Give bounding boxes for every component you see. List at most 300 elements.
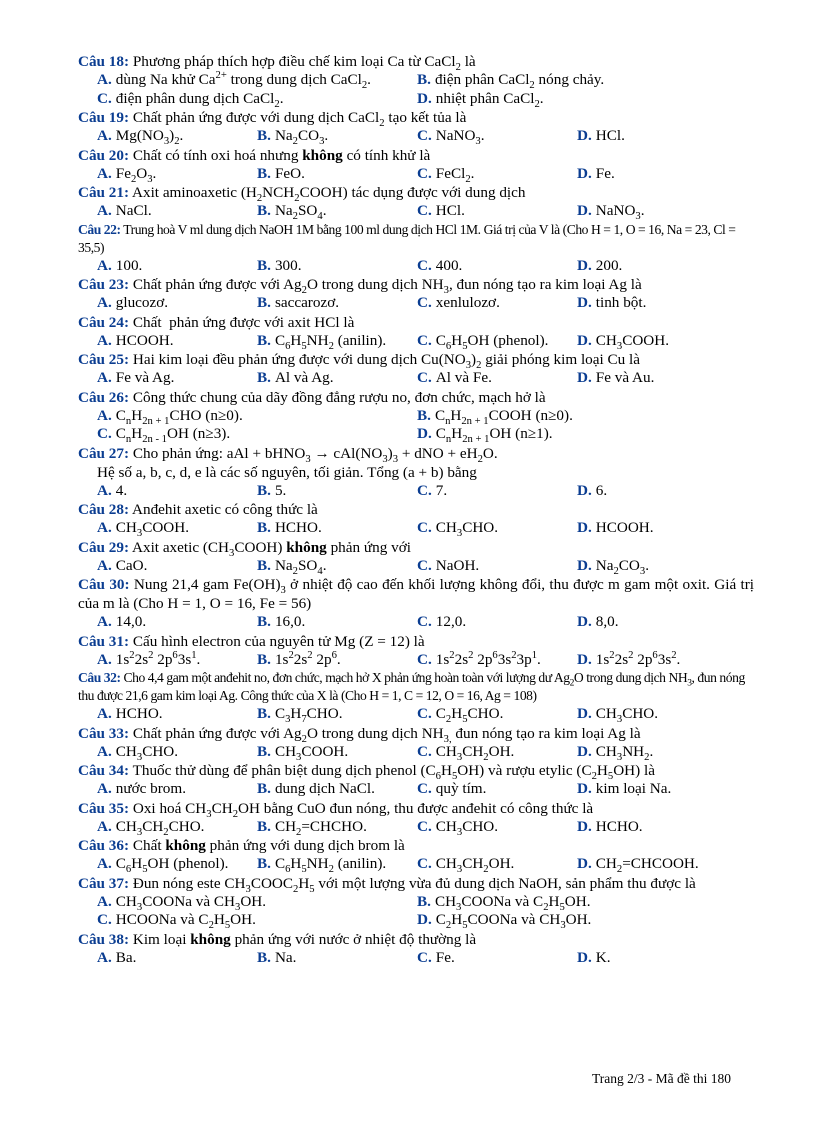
question-text: Oxi hoá $CH_3CH_2OH$ bằng CuO đun nóng, thu được anđehit có công thức là <box>129 799 594 820</box>
option-letter: A. <box>97 406 112 424</box>
answer-options <box>78 780 754 799</box>
answer-option <box>97 165 257 184</box>
option-text: $C_2H_5COONa$ và $CH_3OH$. <box>435 911 592 932</box>
answer-option <box>417 165 577 184</box>
option-letter: D. <box>577 650 592 668</box>
answer-option <box>417 482 577 501</box>
answer-options <box>78 127 754 146</box>
answer-option <box>577 165 747 184</box>
question-number: Câu 37: <box>78 874 130 892</box>
question-number: Câu 23: <box>78 276 130 293</box>
option-text: NaOH. <box>435 556 480 574</box>
option-text: $C_nH_{2n + 1}COOH$ (n≥0). <box>434 406 573 427</box>
question-number: Câu 30: <box>78 576 130 593</box>
option-letter: D. <box>577 481 592 499</box>
question-number: Câu 20: <box>78 146 130 164</box>
answer-options <box>78 257 754 276</box>
question-number: Câu 35: <box>78 799 130 817</box>
question-number: Câu 34: <box>78 762 130 779</box>
option-letter: B. <box>257 817 271 835</box>
question-stem <box>78 632 754 651</box>
answer-option <box>417 818 577 837</box>
option-text: Na. <box>274 948 297 966</box>
option-letter: C. <box>417 369 432 386</box>
question-number: Câu 25: <box>78 351 130 368</box>
question-extra-text: Hệ số a, b, c, d, e là các số nguyên, tối giản. Tổng (a + b) bằng <box>97 463 477 481</box>
question-stem <box>78 500 754 519</box>
option-letter: B. <box>257 705 271 722</box>
option-text: $C_nH_{2n + 1}OH$ (n≥1). <box>435 425 553 446</box>
option-letter: D. <box>577 613 592 630</box>
option-letter: B. <box>257 948 271 966</box>
answer-option <box>417 613 577 632</box>
answer-option <box>257 557 417 576</box>
option-text: $C_3H_7CHO$. <box>274 705 343 726</box>
answer-option <box>97 257 257 276</box>
question-stem <box>78 799 754 818</box>
option-letter: D. <box>577 256 592 274</box>
answer-options <box>78 369 754 388</box>
option-text: 200. <box>595 256 623 274</box>
answer-option <box>97 407 417 426</box>
question-text: Công thức chung của dãy đồng đẳng rượu no, đơn chức, mạch hở là <box>129 388 546 406</box>
answer-option <box>97 780 257 799</box>
option-letter: B. <box>257 294 271 311</box>
question-stem <box>78 538 754 557</box>
option-text: $C_6H_5NH_2$ (anilin). <box>274 855 387 876</box>
question-number: Câu 22: <box>78 221 121 237</box>
question-stem <box>78 350 754 372</box>
answer-option <box>257 202 417 221</box>
answer-options <box>78 482 754 501</box>
option-text: $C_2H_5CHO$. <box>435 705 504 726</box>
question-stem <box>78 724 754 743</box>
answer-option <box>97 557 257 576</box>
option-text: Al và Ag. <box>274 369 334 386</box>
question-text: Thuốc thử dùng để phân biệt dung dịch phenol $(C_6H_5OH)$ và rượu etylic $(C_2H_5OH)$ là <box>129 762 655 783</box>
option-letter: C. <box>97 425 112 442</box>
option-text: HCHO. <box>274 519 322 536</box>
question-text: Chất phản ứng được với $Ag_2O$ trong dung dịch $NH_{3,}$ đun nóng tạo ra kim loại Ag là <box>129 724 641 745</box>
option-text: K. <box>595 948 611 966</box>
answer-option <box>417 705 577 724</box>
option-text: điện phân CaCl$_2$ nóng chảy. <box>434 71 605 92</box>
question-text: Chất không phản ứng với dung dịch brom là <box>129 837 405 854</box>
option-letter: A. <box>97 817 112 835</box>
option-letter: A. <box>97 71 112 88</box>
answer-option <box>577 818 747 837</box>
option-letter: C. <box>417 855 432 872</box>
option-letter: D. <box>577 127 592 144</box>
option-text: FeCl$_2$. <box>435 164 475 185</box>
question-stem <box>78 313 754 332</box>
option-letter: D. <box>577 742 592 760</box>
question-stem <box>78 761 754 783</box>
answer-option <box>257 743 417 762</box>
question-text: Anđehit axetic có công thức là <box>129 501 318 518</box>
answer-option <box>97 855 257 874</box>
option-letter: D. <box>577 817 592 835</box>
option-letter: B. <box>257 519 271 536</box>
option-text: $C_nH_{2n + 1}CHO$ (n≥0). <box>115 406 243 427</box>
answer-option <box>577 743 747 762</box>
option-text: glucozơ. <box>115 294 169 311</box>
question-number: Câu 24: <box>78 313 130 331</box>
question-block <box>78 874 754 930</box>
option-text: 8,0. <box>595 613 619 630</box>
answer-option <box>257 855 417 874</box>
question-block <box>78 669 754 724</box>
question-text: Chất có tính oxi hoá nhưng không có tính khử là <box>129 146 431 164</box>
option-letter: B. <box>257 650 271 668</box>
option-text: $CH_3COONa$ và $CH_3OH$. <box>115 892 267 913</box>
option-text: $CH_3CH_2CHO$. <box>115 817 205 838</box>
answer-option <box>97 911 417 930</box>
question-block <box>78 52 754 108</box>
option-text: $CH_3NH_2$. <box>595 742 654 763</box>
answer-options <box>78 893 754 930</box>
answer-option <box>577 855 747 874</box>
question-text: Cho 4,4 gam một anđehit no, đơn chức, mạch hở X phản ứng hoàn toàn với lượng dư $Ag_2O$ trong dung dịch $NH_3$, đun nóng thu được 21,6 gam kim loại Ag. Công thức của X là (Cho H = 1, C = 12, O = 16, Ag = 108) <box>78 670 745 703</box>
answer-option <box>97 482 257 501</box>
option-text: 7. <box>435 481 448 499</box>
answer-option <box>577 613 747 632</box>
option-letter: C. <box>417 780 432 797</box>
answer-option <box>97 705 257 724</box>
answer-options <box>78 613 754 632</box>
question-number: Câu 28: <box>78 501 130 518</box>
option-text: NaCl. <box>115 202 152 219</box>
option-letter: A. <box>97 164 112 182</box>
option-letter: A. <box>97 892 112 910</box>
option-text: NaNO$_3$. <box>595 202 645 223</box>
option-letter: B. <box>257 780 271 797</box>
option-letter: B. <box>257 855 271 872</box>
answer-option <box>257 127 417 146</box>
answer-options <box>78 855 754 874</box>
option-text: Fe. <box>595 164 615 182</box>
question-block <box>78 538 754 576</box>
option-letter: B. <box>257 481 271 499</box>
answer-option <box>257 818 417 837</box>
answer-option <box>97 127 257 146</box>
question-stem <box>78 669 754 705</box>
option-letter: A. <box>97 294 112 311</box>
answer-option <box>417 407 747 426</box>
question-text: Cho phản ứng: aAl + bHNO$_3$ → $cAl(NO_3)_3$ + dNO + $eH_2O$. <box>129 444 498 465</box>
option-letter: D. <box>577 202 592 219</box>
question-text: Đun nóng este $CH_3COOC_2H_5$ với một lượng vừa đủ dung dịch NaOH, sản phẩm thu được là <box>129 874 696 895</box>
question-text: Phương pháp thích hợp điều chế kim loại Ca từ CaCl$_2$ là <box>129 53 476 74</box>
question-block <box>78 632 754 670</box>
answer-option <box>417 780 577 799</box>
option-text: 5. <box>274 481 287 499</box>
option-text: $Fe_2O_3$. <box>115 164 157 185</box>
option-text: 16,0. <box>274 613 306 630</box>
answer-option <box>417 332 577 351</box>
question-stem <box>78 221 754 257</box>
option-letter: C. <box>417 948 432 966</box>
answer-option <box>257 482 417 501</box>
option-text: dùng Na khử $Ca^{2+}$ trong dung dịch CaCl$_2$. <box>115 69 371 92</box>
option-letter: A. <box>97 202 112 219</box>
answer-option <box>97 90 417 109</box>
question-stem <box>78 836 754 855</box>
answer-option <box>97 743 257 762</box>
question-number: Câu 32: <box>78 670 121 685</box>
option-text: 4. <box>115 481 128 499</box>
answer-option <box>417 911 737 930</box>
exam-page <box>78 52 754 967</box>
answer-options <box>78 332 754 351</box>
option-letter: A. <box>97 519 112 536</box>
answer-option <box>257 369 417 388</box>
option-letter: D. <box>577 294 592 311</box>
option-letter: B. <box>257 742 271 760</box>
option-text: $1s^22s^2$ $2p^63s^1$. <box>115 649 201 668</box>
question-text: Chất phản ứng được với $Ag_2O$ trong dung dịch $NH_3$, đun nóng tạo ra kim loại Ag là <box>129 276 642 297</box>
answer-option <box>97 613 257 632</box>
option-text: $C_6H_5OH$ (phenol). <box>435 331 549 352</box>
option-text: Fe và Au. <box>595 369 655 386</box>
question-block <box>78 799 754 837</box>
option-text: 12,0. <box>435 613 467 630</box>
answer-option <box>257 294 417 313</box>
answer-options <box>78 818 754 837</box>
question-number: Câu 26: <box>78 388 130 406</box>
option-letter: D. <box>577 164 592 182</box>
answer-options <box>78 294 754 313</box>
question-number: Câu 21: <box>78 184 130 201</box>
option-text: HCOONa và $C_2H_5OH$. <box>115 911 256 932</box>
option-text: $CH_2=CHCOOH$. <box>595 855 699 876</box>
option-letter: D. <box>417 911 432 928</box>
option-letter: A. <box>97 369 112 386</box>
answer-option <box>97 893 417 912</box>
option-text: 100. <box>115 256 143 274</box>
option-text: HCl. <box>435 202 465 219</box>
option-text: $Na_2CO_3$. <box>274 127 329 148</box>
option-text: Al và Fe. <box>435 369 492 386</box>
answer-option <box>417 425 737 444</box>
answer-option <box>257 257 417 276</box>
option-letter: A. <box>97 331 112 349</box>
answer-option <box>257 165 417 184</box>
answer-option <box>577 257 747 276</box>
option-letter: B. <box>257 331 271 349</box>
option-text: $C_6H_5NH_2$ (anilin). <box>274 331 387 352</box>
option-letter: D. <box>577 331 592 349</box>
option-letter: B. <box>257 202 271 219</box>
answer-option <box>577 332 747 351</box>
option-letter: C. <box>417 331 432 349</box>
question-block <box>78 221 754 276</box>
answer-option <box>97 332 257 351</box>
question-number: Câu 33: <box>78 724 130 742</box>
option-letter: D. <box>577 519 592 536</box>
answer-options <box>78 949 754 968</box>
option-letter: C. <box>417 613 432 630</box>
option-text: $CH_3CHO$. <box>435 519 499 540</box>
option-letter: A. <box>97 650 112 668</box>
option-letter: B. <box>257 613 271 630</box>
question-stem <box>78 388 754 407</box>
option-text: nước brom. <box>115 780 187 797</box>
option-text: $C_nH_{2n - 1}OH$ (n≥3). <box>115 425 231 446</box>
answer-option <box>417 127 577 146</box>
answer-option <box>417 519 577 538</box>
answer-options <box>78 651 754 670</box>
question-stem <box>78 183 754 205</box>
answer-option <box>417 743 577 762</box>
answer-option <box>417 369 577 388</box>
answer-option <box>417 294 577 313</box>
option-text: Fe. <box>435 948 455 966</box>
option-text: 14,0. <box>115 613 147 630</box>
option-text: $Na_2SO_4$. <box>274 202 327 223</box>
option-text: $1s^22s^2$ $2p^6$. <box>274 649 341 668</box>
answer-option <box>417 893 747 912</box>
question-number: Câu 18: <box>78 53 130 70</box>
answer-option <box>577 294 747 313</box>
question-block <box>78 500 754 538</box>
question-number: Câu 19: <box>78 109 130 126</box>
answer-option <box>97 294 257 313</box>
question-stem <box>78 930 754 949</box>
option-text: $CH_2=CHCHO$. <box>274 817 367 838</box>
option-text: $1s^22s^2$ $2p^63s^2$. <box>595 649 681 668</box>
question-block <box>78 388 754 444</box>
option-letter: C. <box>417 742 432 760</box>
option-text: HCHO. <box>595 817 643 835</box>
option-text: $C_6H_5OH$ (phenol). <box>115 855 229 876</box>
option-letter: C. <box>97 89 112 107</box>
option-text: $CH_3CH_2OH$. <box>435 742 515 763</box>
option-text: FeO. <box>274 164 305 182</box>
question-number: Câu 29: <box>78 538 130 556</box>
answer-option <box>577 519 747 538</box>
question-block <box>78 575 754 632</box>
option-text: $Na_2CO_3$. <box>595 556 650 577</box>
option-text: $CH_3CHO$. <box>595 705 659 726</box>
question-text: Axit axetic $(CH_3COOH)$ không phản ứng với <box>129 538 411 559</box>
question-text: Cấu hình electron của nguyên tử Mg (Z = 12) là <box>129 632 425 650</box>
option-text: xenlulozơ. <box>435 294 500 311</box>
answer-option <box>257 780 417 799</box>
option-text: HCOOH. <box>595 519 654 536</box>
option-text: 400. <box>435 256 463 274</box>
option-letter: C. <box>417 817 432 835</box>
option-letter: A. <box>97 613 112 630</box>
answer-option <box>577 949 747 968</box>
answer-option <box>577 780 747 799</box>
question-text: Trung hoà V ml dung dịch NaOH 1M bằng 100 ml dung dịch HCl 1M. Giá trị của V là (Cho H = 1, O = 16, Na = 23, Cl = 35,5) <box>78 221 736 255</box>
answer-options <box>78 407 754 444</box>
question-text: Nung 21,4 gam $Fe(OH)_3$ ở nhiệt độ cao đến khối lượng không đổi, thu được m gam một oxit. Giá trị của m là (Cho H = 1, O = 16, Fe = 56) <box>78 576 755 612</box>
question-stem <box>78 444 754 463</box>
answer-option <box>257 613 417 632</box>
option-text: saccarozơ. <box>274 294 340 311</box>
option-letter: C. <box>417 705 432 722</box>
question-block <box>78 761 754 799</box>
question-stem <box>78 52 754 74</box>
option-letter: B. <box>257 127 271 144</box>
answer-options <box>78 743 754 762</box>
answer-option <box>97 202 257 221</box>
question-stem <box>78 146 754 165</box>
option-letter: A. <box>97 481 112 499</box>
answer-options <box>78 557 754 576</box>
question-block <box>78 350 754 388</box>
answer-options <box>78 705 754 724</box>
option-text: $CH_3CHO$. <box>435 817 499 838</box>
answer-option <box>417 257 577 276</box>
question-block <box>78 724 754 762</box>
option-letter: C. <box>417 556 432 574</box>
answer-option <box>417 651 577 670</box>
option-letter: C. <box>417 481 432 499</box>
question-block <box>78 313 754 351</box>
answer-option <box>97 71 417 90</box>
option-text: $CH_3CH_2OH$. <box>435 855 515 876</box>
option-text: $CH_3COOH$. <box>115 519 190 540</box>
question-stem <box>78 874 754 893</box>
option-letter: D. <box>577 556 592 574</box>
answer-options <box>78 519 754 538</box>
option-letter: A. <box>97 948 112 966</box>
answer-option <box>257 519 417 538</box>
option-letter: A. <box>97 556 112 574</box>
option-letter: B. <box>257 369 271 386</box>
answer-option <box>97 818 257 837</box>
option-text: $CH_3COONa$ và $C_2H_5OH$. <box>434 892 591 913</box>
answer-option <box>577 127 747 146</box>
answer-option <box>417 855 577 874</box>
answer-option <box>97 519 257 538</box>
option-text: $CH_3COOH$. <box>595 331 670 352</box>
option-text: quỳ tím. <box>435 780 487 797</box>
question-block <box>78 146 754 184</box>
option-text: HCl. <box>595 127 625 144</box>
answer-option <box>257 949 417 968</box>
option-text: Ba. <box>115 948 137 966</box>
option-letter: C. <box>417 164 432 182</box>
answer-option <box>577 369 747 388</box>
option-letter: B. <box>257 164 271 182</box>
option-letter: D. <box>577 948 592 966</box>
answer-option <box>577 705 747 724</box>
question-block <box>78 930 754 968</box>
answer-option <box>417 949 577 968</box>
answer-options <box>78 71 754 108</box>
option-letter: C. <box>417 294 432 311</box>
option-letter: D. <box>417 89 432 107</box>
option-letter: D. <box>577 780 592 797</box>
option-text: dung dịch NaCl. <box>274 780 375 797</box>
option-text: kim loại Na. <box>595 780 672 797</box>
option-letter: D. <box>417 425 432 442</box>
option-text: CaO. <box>115 556 148 574</box>
option-text: 6. <box>595 481 608 499</box>
answer-option <box>257 705 417 724</box>
option-letter: D. <box>577 705 592 722</box>
option-letter: C. <box>417 650 432 668</box>
option-letter: D. <box>577 855 592 872</box>
option-text: HCHO. <box>115 705 163 722</box>
question-stem <box>78 575 754 613</box>
option-letter: A. <box>97 780 112 797</box>
option-letter: B. <box>417 892 431 910</box>
